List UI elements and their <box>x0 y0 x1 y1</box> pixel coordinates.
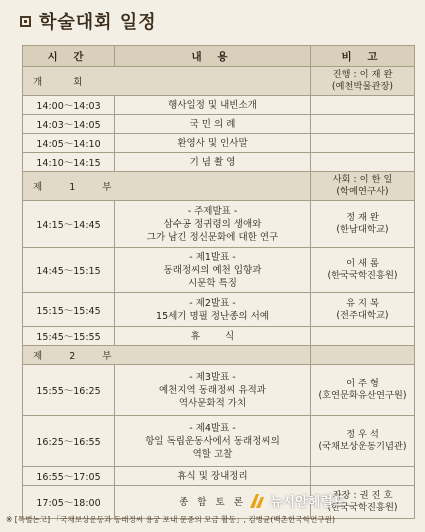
table-row <box>23 293 415 327</box>
section-row-session-2 <box>23 346 415 365</box>
row-note: 정 우 석 (국채보상운동기념관) <box>311 416 415 467</box>
section-label: 제 2 부 <box>23 346 311 365</box>
row-content: - 제1발표 - 동래정씨의 예천 입향과 시문학 특징 <box>115 248 311 293</box>
row-content: 행사일정 및 내빈소개 <box>115 96 311 115</box>
row-content: - 제3발표 - 예천지역 동래정씨 유적과 역사문화적 가치 <box>115 365 311 416</box>
section-label: 개 회 <box>23 67 311 96</box>
row-time: 15:55～16:25 <box>23 365 115 416</box>
table-row <box>23 134 415 153</box>
row-time: 14:05～14:10 <box>23 134 115 153</box>
table-row <box>23 248 415 293</box>
row-time: 14:00～14:03 <box>23 96 115 115</box>
row-time: 17:05～18:00 <box>23 486 115 519</box>
header-content: 내 용 <box>115 46 311 67</box>
row-content: 휴 식 <box>115 327 311 346</box>
table-header-row <box>23 46 415 67</box>
row-content: 환영사 및 인사말 <box>115 134 311 153</box>
row-content: - 제4발표 - 항일 독립운동사에서 동래정씨의 역할 고찰 <box>115 416 311 467</box>
row-note <box>311 115 415 134</box>
row-content: - 주제발표 - 삼수공 정귀령의 생애와 그가 남긴 정신문화에 대한 연구 <box>115 201 311 248</box>
row-content: 종 합 토 론 <box>115 486 311 519</box>
table-row <box>23 327 415 346</box>
header-note: 비 고 <box>311 46 415 67</box>
watermark <box>250 491 345 510</box>
table-row <box>23 365 415 416</box>
row-time: 15:15～15:45 <box>23 293 115 327</box>
table-row <box>23 115 415 134</box>
schedule-table <box>22 45 415 519</box>
row-note <box>311 134 415 153</box>
section-note-empty <box>311 346 415 365</box>
header-time: 시 간 <box>23 46 115 67</box>
table-row <box>23 467 415 486</box>
row-note: 이 주 형 (호연문화유산연구원) <box>311 365 415 416</box>
row-content: 휴식 및 장내정리 <box>115 467 311 486</box>
row-time: 15:45～15:55 <box>23 327 115 346</box>
footnote: ※ [특별논고] 「국채보상운동과 동래정씨 용궁 포내 문중의 모금 활동」, 김병균(백촌한국학연구원) <box>6 515 335 524</box>
row-time: 14:10～14:15 <box>23 153 115 172</box>
row-time: 16:55～17:05 <box>23 467 115 486</box>
page-title-block <box>20 8 157 34</box>
section-row-session-1 <box>23 172 415 201</box>
watermark-text: 뉴시안헤럴드 <box>270 495 346 510</box>
row-note: 이 새 롬 (한국국학진흥원) <box>311 248 415 293</box>
table-row <box>23 153 415 172</box>
row-time: 14:03～14:05 <box>23 115 115 134</box>
row-content: 국 민 의 례 <box>115 115 311 134</box>
row-note: 정 재 완 (한남대학교) <box>311 201 415 248</box>
square-bullet-icon <box>20 16 31 27</box>
row-content: 기 념 촬 영 <box>115 153 311 172</box>
row-note <box>311 96 415 115</box>
table-row <box>23 96 415 115</box>
row-content: - 제2발표 - 15세기 명필 정난종의 서예 <box>115 293 311 327</box>
section-row-opening <box>23 67 415 96</box>
page-title: 학술대회 일정 <box>39 12 157 33</box>
row-note: 유 지 복 (전주대학교) <box>311 293 415 327</box>
row-note <box>311 153 415 172</box>
watermark-logo-icon <box>250 494 266 508</box>
table-row <box>23 201 415 248</box>
row-time: 16:25～16:55 <box>23 416 115 467</box>
row-note: 좌장 : 권 진 호 (한국국학진흥원) <box>311 486 415 519</box>
table-row <box>23 416 415 467</box>
section-note: 사회 : 이 한 일 (학예연구사) <box>311 172 415 201</box>
section-label: 제 1 부 <box>23 172 311 201</box>
row-time: 14:45～15:15 <box>23 248 115 293</box>
row-time: 14:15～14:45 <box>23 201 115 248</box>
row-note <box>311 327 415 346</box>
row-note <box>311 467 415 486</box>
section-note: 진행 : 이 재 완 (예천박물관장) <box>311 67 415 96</box>
